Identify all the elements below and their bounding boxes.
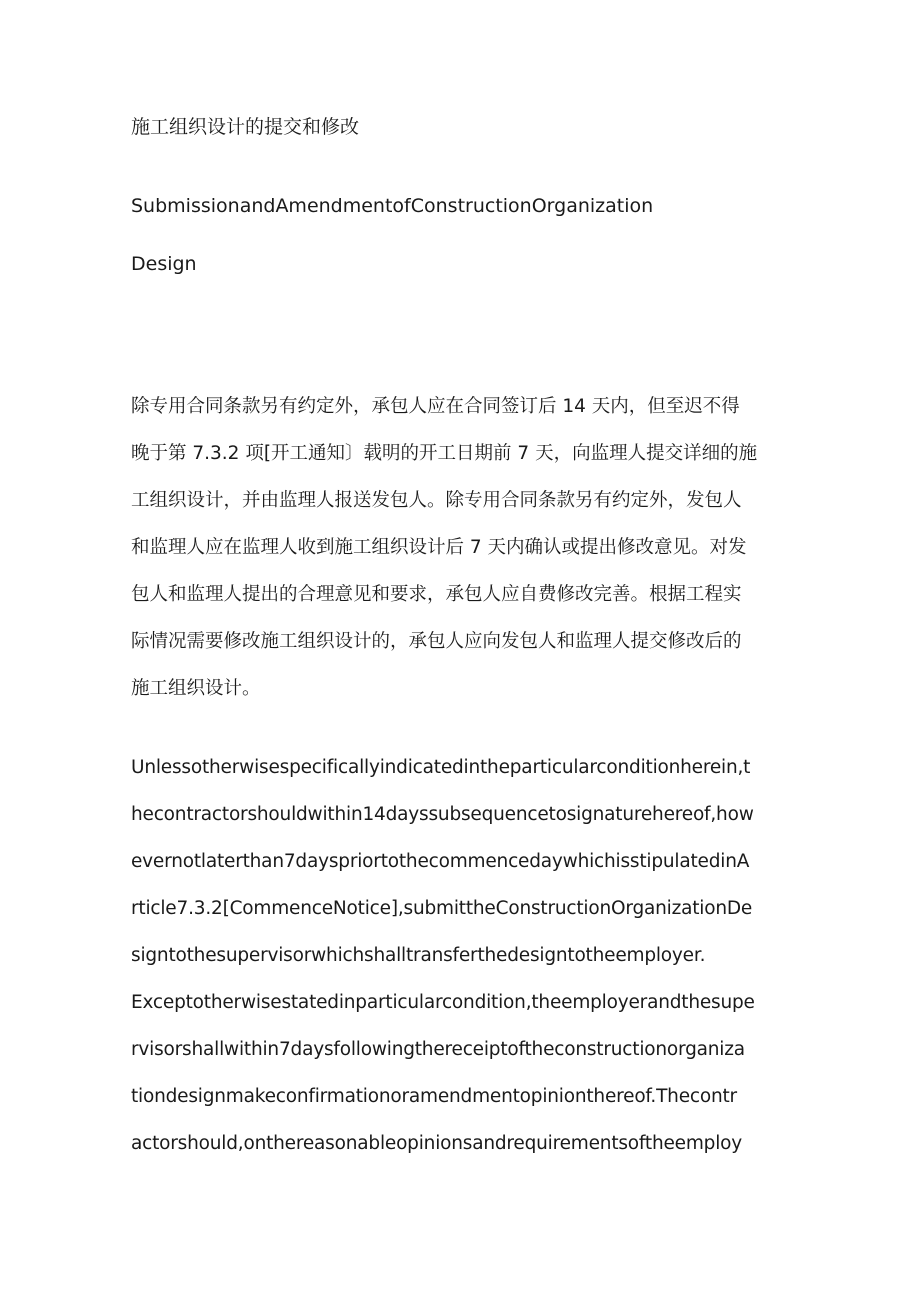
section-title-english (131, 192, 691, 308)
paragraph-en-line: tiondesignmakeconfirmationoramendmentopinionthereof.Thecontr (131, 1086, 737, 1107)
paragraph-english (131, 753, 791, 1176)
paragraph-en-line: rticle7.3.2[CommenceNotice],submittheConstructionOrganizationDe (131, 898, 753, 919)
paragraph-en-line: evernotlaterthan7dayspriortothecommencedaywhichisstipulatedinA (131, 851, 750, 872)
title-en-line: Design (131, 253, 197, 275)
paragraph-cn-line: 工组织设计，并由监理人报送发包人。除专用合同条款另有约定外，发包人 (131, 490, 742, 511)
paragraph-en-line: actorshould,onthereasonableopinionsandrequirementsoftheemploy (131, 1133, 743, 1154)
paragraph-cn-line: 除专用合同条款另有约定外，承包人应在合同签订后 14 天内，但至迟不得 (131, 396, 740, 417)
paragraph-en-line: signtothesupervisorwhichshalltransferthedesigntotheemployer. (131, 945, 706, 966)
section-title-chinese: 施工组织设计的提交和修改 (131, 116, 360, 138)
paragraph-cn-line: 和监理人应在监理人收到施工组织设计后 7 天内确认或提出修改意见。对发 (131, 537, 747, 558)
paragraph-en-line: rvisorshallwithin7daysfollowingthereceiptoftheconstructionorganiza (131, 1039, 745, 1060)
paragraph-chinese (131, 392, 791, 721)
paragraph-cn-line: 际情况需要修改施工组织设计的，承包人应向发包人和监理人提交修改后的 (131, 631, 742, 652)
paragraph-en-line: hecontractorshouldwithin14dayssubsequencetosignaturehereof,how (131, 804, 754, 825)
title-en-line: SubmissionandAmendmentofConstructionOrganization (131, 195, 654, 217)
paragraph-en-line: Unlessotherwisespecificallyindicatedintheparticularconditionherein,t (131, 757, 751, 778)
paragraph-en-line: Exceptotherwisestatedinparticularcondition,theemployerandthesupe (131, 992, 755, 1013)
paragraph-cn-line: 晚于第 7.3.2 项[开工通知〕载明的开工日期前 7 天，向监理人提交详细的施 (131, 443, 758, 464)
paragraph-cn-line: 包人和监理人提出的合理意见和要求，承包人应自费修改完善。根据工程实 (131, 584, 742, 605)
paragraph-cn-line: 施工组织设计。 (131, 678, 261, 699)
